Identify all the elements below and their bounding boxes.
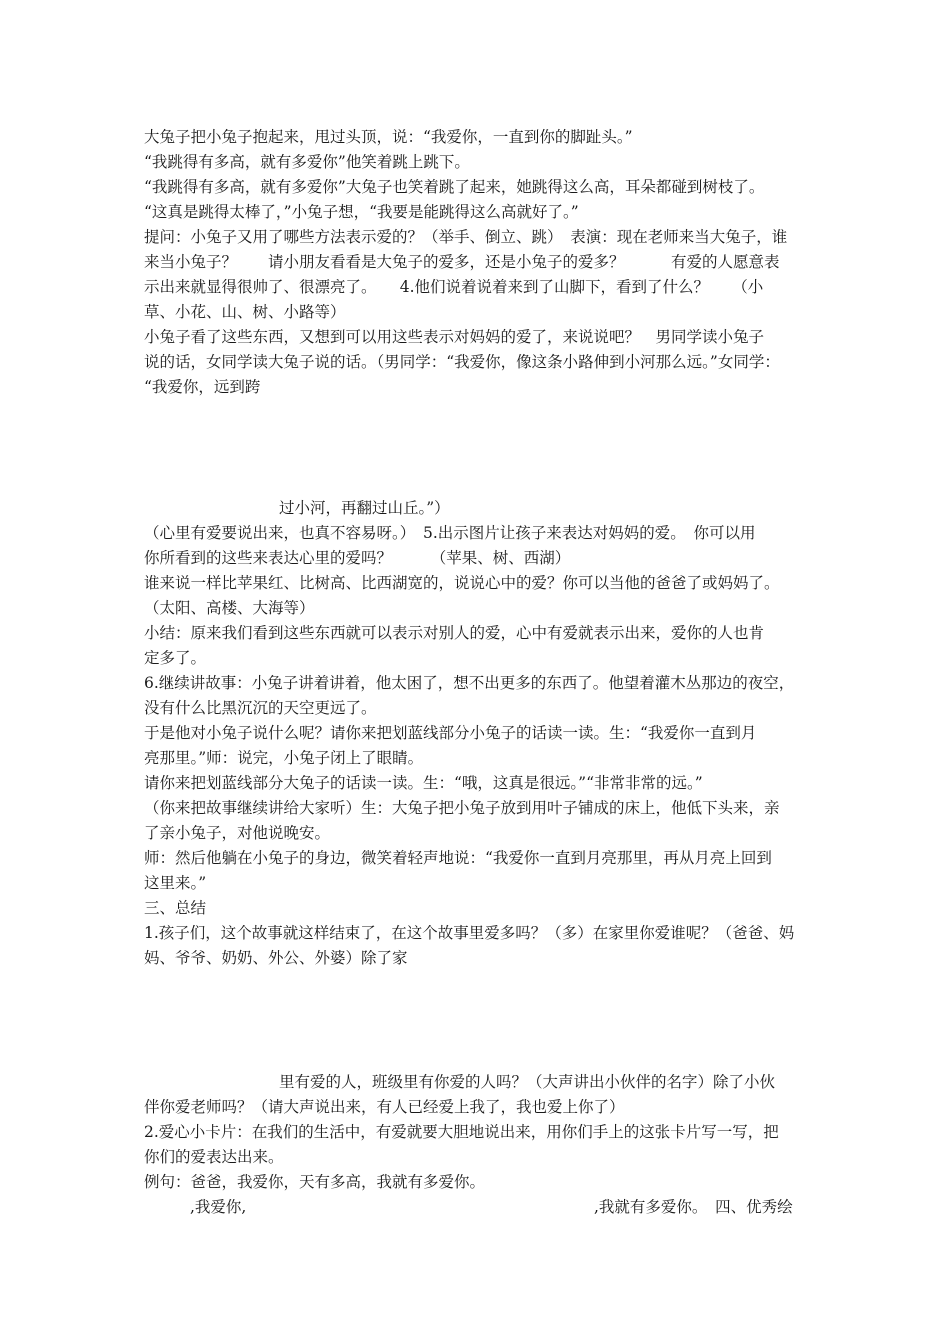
text-line: 说的话，女同学读大兔子说的话。（男同学：“我爱你，像这条小路伸到小河那么远。”女同学： — [144, 353, 780, 371]
text-line: 谁来说一样比苹果红、比树高、比西湖宽的，说说心中的爱？你可以当他的爸爸了或妈妈了。 — [144, 574, 780, 592]
text-line: 例句：爸爸，我爱你，天有多高，我就有多爱你。 — [144, 1173, 486, 1191]
text-line: 你所看到的这些来表达心里的爱吗？ （苹果、树、西湖） — [144, 549, 571, 567]
text-line: 过小河，再翻过山丘。”） — [279, 499, 450, 517]
text-line: ,我就有多爱你。 四、优秀绘 — [594, 1198, 793, 1216]
text-line: （你来把故事继续讲给大家听）生：大兔子把小兔子放到用叶子铺成的床上，他低下头来，亲 — [144, 799, 780, 817]
text-line: “我跳得有多高，就有多爱你”大兔子也笑着跳了起来，她跳得这么高，耳朵都碰到树枝了。 — [144, 178, 765, 196]
text-line: “我跳得有多高，就有多爱你”他笑着跳上跳下。 — [144, 153, 470, 171]
text-line: 亮那里。”师：说完，小兔子闭上了眼睛。 — [144, 749, 424, 767]
text-line: 小结：原来我们看到这些东西就可以表示对别人的爱，心中有爱就表示出来，爱你的人也肯 — [144, 624, 765, 642]
text-line: 示出来就显得很帅了、很漂亮了。 4.他们说着说着来到了山脚下，看到了什么？ （小 — [144, 278, 764, 296]
text-line: 6.继续讲故事：小兔子讲着讲着，他太困了，想不出更多的东西了。他望着灌木丛那边的夜空， — [144, 674, 795, 692]
section-heading: 三、总结 — [144, 899, 207, 917]
text-line: “这真是跳得太棒了，”小兔子想，“我要是能跳得这么高就好了。” — [144, 203, 579, 221]
text-line: 大兔子把小兔子抱起来，甩过头顶，说：“我爱你，一直到你的脚趾头。” — [144, 128, 633, 146]
text-line: 来当小兔子？ 请小朋友看看是大兔子的爱多，还是小兔子的爱多？ 有爱的人愿意表 — [144, 253, 780, 271]
text-line: 里有爱的人，班级里有你爱的人吗？（大声讲出小伙伴的名字）除了小伙 — [279, 1073, 776, 1091]
text-line: 了亲小兔子，对他说晚安。 — [144, 824, 331, 842]
text-line: 定多了。 — [144, 649, 207, 667]
text-line: （心里有爱要说出来，也真不容易呀。） 5.出示图片让孩子来表达对妈妈的爱。 你可以用 — [144, 524, 756, 542]
text-line: 你们的爱表达出来。 — [144, 1148, 284, 1166]
text-line: 小兔子看了这些东西，又想到可以用这些表示对妈妈的爱了，来说说吧？ 男同学读小兔子 — [144, 328, 765, 346]
text-line: 草、小花、山、树、小路等） — [144, 303, 346, 321]
text-line: 这里来。” — [144, 874, 207, 892]
text-line: 2.爱心小卡片：在我们的生活中，有爱就要大胆地说出来，用你们手上的这张卡片写一写，把 — [144, 1123, 779, 1141]
text-line: 于是他对小兔子说什么呢？请你来把划蓝线部分小兔子的话读一读。生：“我爱你一直到月 — [144, 724, 757, 742]
text-line: 请你来把划蓝线部分大兔子的话读一读。生：“哦，这真是很远。”“非常非常的远。” — [144, 774, 703, 792]
text-line: 1.孩子们，这个故事就这样结束了，在这个故事里爱多吗？（多）在家里你爱谁呢？（爸爸、妈 — [144, 924, 795, 942]
text-line: 没有什么比黑沉沉的天空更远了。 — [144, 699, 377, 717]
text-line: 伴你爱老师吗？（请大声说出来，有人已经爱上我了，我也爱上你了） — [144, 1098, 625, 1116]
text-line: 师：然后他躺在小兔子的身边，微笑着轻声地说：“我爱你一直到月亮那里，再从月亮上回到 — [144, 849, 772, 867]
text-line: ,我爱你, — [190, 1198, 247, 1216]
text-line: 提问：小兔子又用了哪些方法表示爱的？（举手、倒立、跳） 表演：现在老师来当大兔子，谁 — [144, 228, 788, 246]
text-line: （太阳、高楼、大海等） — [144, 599, 315, 617]
text-line: “我爱你，远到跨 — [144, 378, 261, 396]
text-line: 妈、爷爷、奶奶、外公、外婆）除了家 — [144, 949, 408, 967]
